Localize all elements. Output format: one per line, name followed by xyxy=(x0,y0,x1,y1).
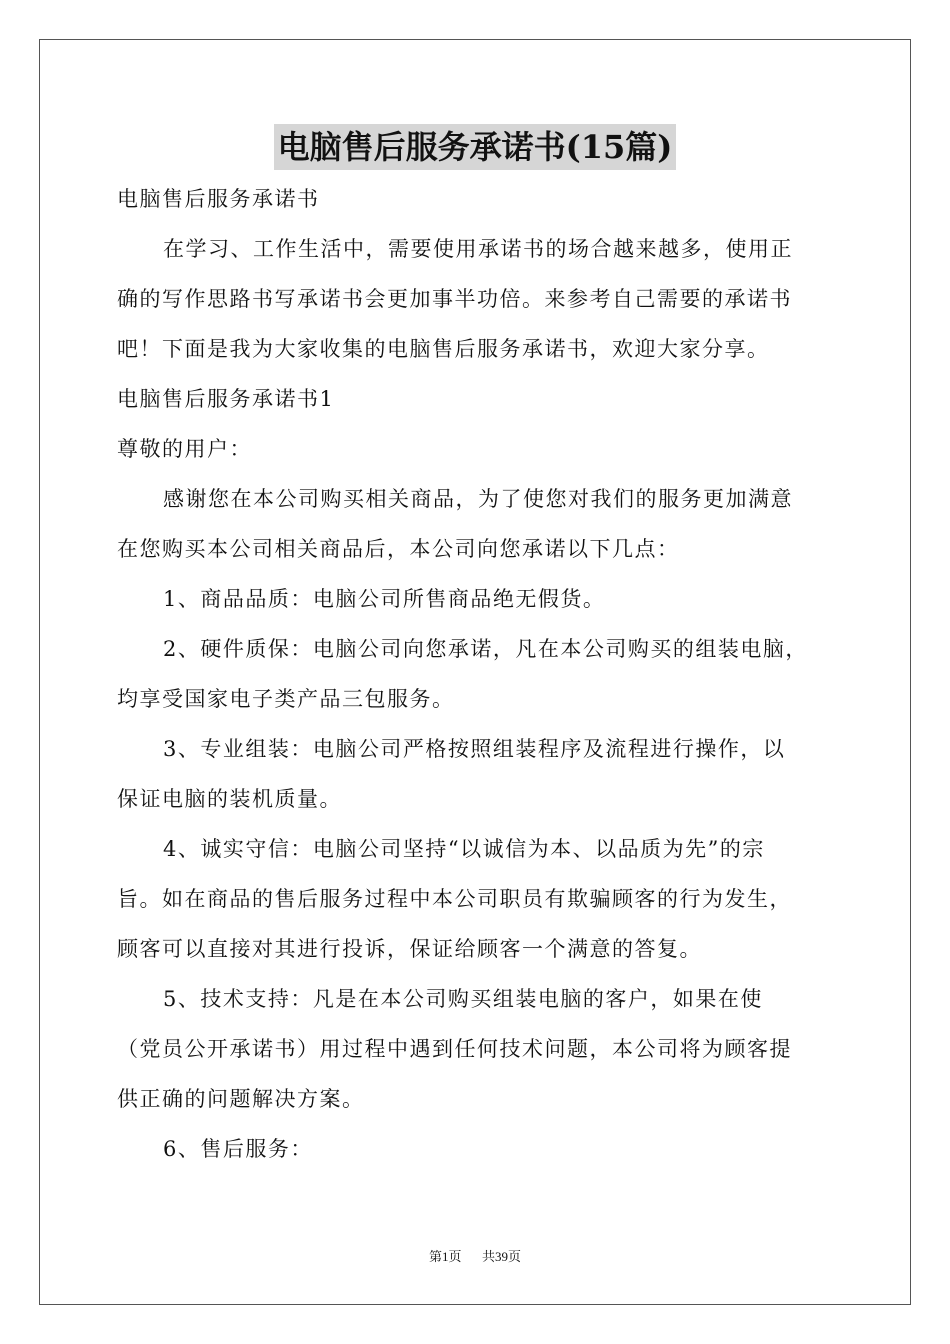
list-item: 6、售后服务： xyxy=(163,1137,313,1161)
paragraph-line: （党员公开承诺书）用过程中遇到任何技术问题，本公司将为顾客提 xyxy=(117,1037,792,1061)
list-item: 3、专业组装：电脑公司严格按照组装程序及流程进行操作，以 xyxy=(163,737,786,761)
paragraph-line: 均享受国家电子类产品三包服务。 xyxy=(117,687,455,711)
paragraph-line: 供正确的问题解决方案。 xyxy=(117,1087,365,1111)
paragraph-line: 确的写作思路书写承诺书会更加事半功倍。来参考自己需要的承诺书 xyxy=(117,287,792,311)
list-item: 2、硬件质保：电脑公司向您承诺，凡在本公司购买的组装电脑， xyxy=(163,637,808,661)
title-container xyxy=(0,124,950,170)
list-item: 4、诚实守信：电脑公司坚持“以诚信为本、以品质为先”的宗 xyxy=(163,837,765,861)
page-total: 共39页 xyxy=(482,1249,522,1264)
paragraph-line: 旨。如在商品的售后服务过程中本公司职员有欺骗顾客的行为发生， xyxy=(117,887,792,911)
list-item: 5、技术支持：凡是在本公司购买组装电脑的客户，如果在使 xyxy=(163,987,763,1011)
page-border xyxy=(39,39,911,1305)
page-number: 第1页 xyxy=(428,1249,462,1264)
document-title: 电脑售后服务承诺书(15篇) xyxy=(274,124,677,170)
paragraph-line: 顾客可以直接对其进行投诉，保证给顾客一个满意的答复。 xyxy=(117,937,702,961)
section-heading: 电脑售后服务承诺书1 xyxy=(117,387,335,411)
paragraph-line: 吧！下面是我为大家收集的电脑售后服务承诺书，欢迎大家分享。 xyxy=(117,337,770,361)
paragraph-line: 在您购买本公司相关商品后，本公司向您承诺以下几点： xyxy=(117,537,680,561)
list-item: 1、商品品质：电脑公司所售商品绝无假货。 xyxy=(163,587,606,611)
paragraph-line: 保证电脑的装机质量。 xyxy=(117,787,342,811)
salutation: 尊敬的用户： xyxy=(117,437,252,461)
page-footer xyxy=(0,1248,950,1266)
paragraph-line: 感谢您在本公司购买相关商品，为了使您对我们的服务更加满意 xyxy=(163,487,793,511)
paragraph-line: 在学习、工作生活中，需要使用承诺书的场合越来越多，使用正 xyxy=(163,237,793,261)
section-heading: 电脑售后服务承诺书 xyxy=(117,187,320,211)
